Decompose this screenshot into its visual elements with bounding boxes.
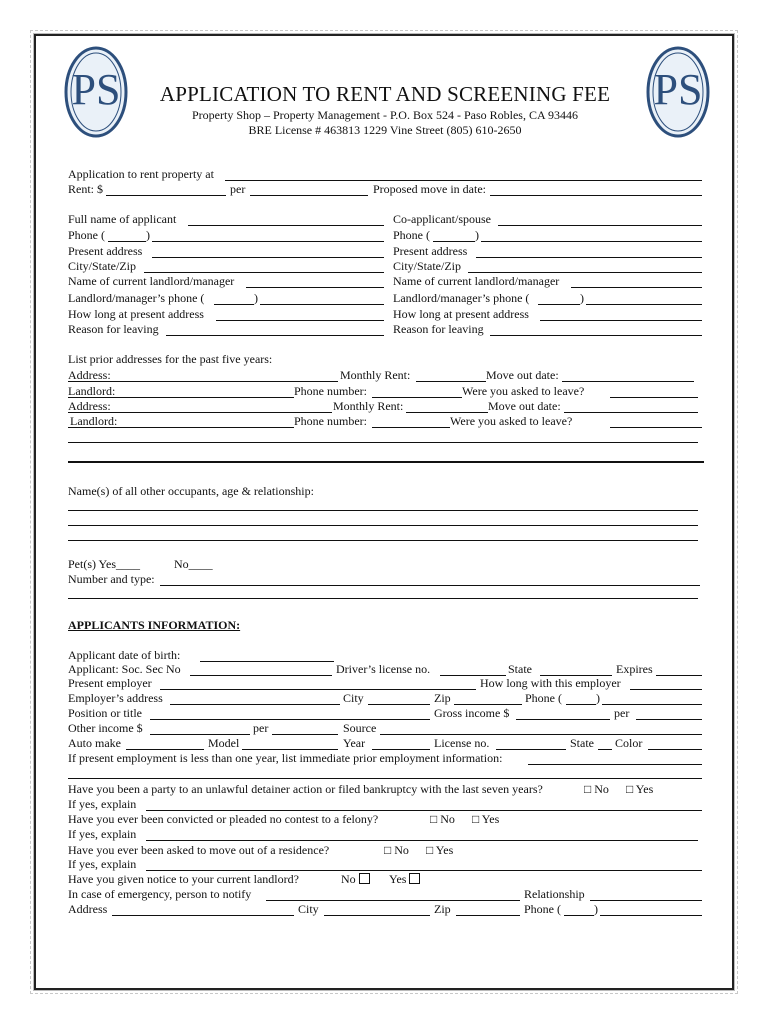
employer-address-label: Employer’s address — [68, 691, 163, 705]
prior-landlord-field-2[interactable] — [68, 427, 294, 428]
auto-state-label: State — [570, 736, 594, 750]
relationship-field[interactable] — [590, 900, 702, 901]
gross-per-label: per — [614, 706, 630, 720]
applicant-landlord-phone-label: Landlord/manager’s phone ( — [68, 291, 205, 305]
coapplicant-area-code-field[interactable] — [433, 241, 475, 242]
source-label: Source — [343, 721, 377, 735]
occupants-line-2[interactable] — [68, 525, 698, 526]
pets-no-label[interactable]: No____ — [174, 557, 213, 571]
other-per-label: per — [253, 721, 269, 735]
applicant-address-label: Present address — [68, 244, 143, 258]
pets-type-label: Number and type: — [68, 572, 155, 586]
model-field[interactable] — [242, 749, 338, 750]
applicants-info-heading: APPLICANTS INFORMATION: — [68, 618, 241, 632]
coapplicant-name-label: Co-applicant/spouse — [393, 212, 491, 226]
coapplicant-reason-label: Reason for leaving — [393, 322, 484, 336]
asked-move-yes-checkbox[interactable]: □ Yes — [426, 843, 454, 857]
prior-move-out-field-1[interactable] — [562, 381, 694, 382]
applicant-landlord-phone-field[interactable] — [260, 304, 384, 305]
applicant-reason-label: Reason for leaving — [68, 322, 159, 336]
employer-zip-field[interactable] — [454, 704, 522, 705]
left-logo — [64, 46, 128, 138]
coapplicant-reason-field[interactable] — [490, 335, 702, 336]
state-label: State — [508, 662, 532, 676]
header-license: BRE License # 463813 1229 Vine Street (805) 610-2650 — [248, 123, 522, 137]
rent-field[interactable] — [106, 195, 226, 196]
employer-zip-label: Zip — [434, 691, 451, 705]
right-logo — [646, 46, 710, 138]
prior-rent-field-2[interactable] — [406, 412, 488, 413]
applicant-how-long-field[interactable] — [216, 320, 384, 321]
coapplicant-landlord-phone-field[interactable] — [586, 304, 702, 305]
emergency-city-label: City — [298, 902, 319, 916]
unlawful-no-checkbox[interactable]: □ No — [584, 782, 609, 796]
how-long-employer-label: How long with this employer — [480, 676, 621, 690]
unlawful-explain-field[interactable] — [146, 810, 702, 811]
employer-city-field[interactable] — [368, 704, 430, 705]
ps-logo-icon — [64, 46, 128, 138]
unlawful-yes-checkbox[interactable]: □ Yes — [626, 782, 654, 796]
ps-logo-icon — [646, 46, 710, 138]
prior-address-label-1: Address: — [68, 368, 111, 382]
applicant-address-field[interactable] — [152, 257, 384, 258]
dob-label: Applicant date of birth: — [68, 648, 181, 662]
prior-address-field-2[interactable] — [68, 412, 332, 413]
emergency-field[interactable] — [266, 900, 520, 901]
auto-make-field[interactable] — [126, 749, 204, 750]
applicant-phone-label: Phone ( — [68, 228, 105, 242]
applicant-csz-field[interactable] — [144, 272, 384, 273]
felony-question: Have you ever been convicted or pleaded no contest to a felony? — [68, 812, 379, 826]
emergency-zip-label: Zip — [434, 902, 451, 916]
emergency-phone-label: Phone ( — [524, 902, 561, 916]
other-income-field[interactable] — [150, 734, 250, 735]
employer-label: Present employer — [68, 676, 152, 690]
emergency-label: In case of emergency, person to notify — [68, 887, 252, 901]
pets-divider — [68, 598, 698, 599]
color-field[interactable] — [648, 749, 702, 750]
coapplicant-how-long-label: How long at present address — [393, 307, 529, 321]
applicant-csz-label: City/State/Zip — [68, 259, 136, 273]
notice-question: Have you given notice to your current landlord? — [68, 872, 299, 886]
other-income-label: Other income $ — [68, 721, 143, 735]
rent-per-field[interactable] — [250, 195, 368, 196]
prior-landlord-field-1[interactable] — [68, 397, 294, 398]
prior-move-out-label-2: Move out date: — [488, 399, 561, 413]
unlawful-question: Have you been a party to an unlawful detainer action or filed bankruptcy with the last seven years? — [68, 782, 543, 796]
emergency-address-label: Address — [68, 902, 108, 916]
expires-label: Expires — [616, 662, 653, 676]
prior-phone-label-1: Phone number: — [294, 384, 367, 398]
prior-rent-field-1[interactable] — [416, 381, 486, 382]
prior-move-out-field-2[interactable] — [564, 412, 698, 413]
coapplicant-landlord-area-field[interactable] — [538, 304, 580, 305]
rent-label: Rent: $ — [68, 182, 103, 196]
applicant-area-code-field[interactable] — [108, 241, 146, 242]
dob-field[interactable] — [200, 661, 334, 662]
employer-area-field[interactable] — [566, 704, 596, 705]
asked-move-explain-field[interactable] — [146, 870, 702, 871]
prior-employment-line-2[interactable] — [68, 778, 702, 779]
employer-address-field[interactable] — [170, 704, 340, 705]
asked-move-no-checkbox[interactable]: □ No — [384, 843, 409, 857]
prior-phone-field-1[interactable] — [372, 397, 462, 398]
ssn-field[interactable] — [190, 675, 332, 676]
header-address: Property Shop – Property Management - P.O. Box 524 - Paso Robles, CA 93446 — [192, 108, 578, 122]
move-in-label: Proposed move in date: — [373, 182, 486, 196]
asked-move-explain-label: If yes, explain — [68, 857, 137, 871]
emergency-area-field[interactable] — [564, 915, 594, 916]
notice-yes-option[interactable] — [389, 872, 420, 886]
checkbox-icon[interactable] — [409, 873, 420, 884]
employer-phone-label: Phone ( — [525, 691, 562, 705]
gross-per-field[interactable] — [636, 719, 702, 720]
rent-per-label: per — [230, 182, 246, 196]
asked-move-question: Have you ever been asked to move out of a residence? — [68, 843, 330, 857]
coapplicant-csz-field[interactable] — [468, 272, 702, 273]
emergency-city-field[interactable] — [324, 915, 430, 916]
coapplicant-landlord-phone-label: Landlord/manager’s phone ( — [393, 291, 530, 305]
emergency-zip-field[interactable] — [456, 915, 520, 916]
notice-no-option[interactable] — [341, 872, 370, 886]
emergency-phone-close: ) — [594, 902, 598, 916]
applicant-how-long-label: How long at present address — [68, 307, 204, 321]
ssn-label: Applicant: Soc. Sec No — [68, 662, 181, 676]
prior-address-label-2: Address: — [68, 399, 111, 413]
applicant-landlord-field[interactable] — [246, 287, 384, 288]
page-title: APPLICATION TO RENT AND SCREENING FEE — [159, 82, 611, 106]
employer-phone-close: ) — [596, 691, 600, 705]
pets-type-field[interactable] — [160, 585, 700, 586]
prior-asked-field-1[interactable] — [610, 397, 698, 398]
notice-yes-label: Yes — [389, 872, 407, 886]
position-field[interactable] — [150, 719, 430, 720]
prior-rent-label-2: Monthly Rent: — [333, 399, 404, 413]
checkbox-icon[interactable] — [359, 873, 370, 884]
logo-text: PS — [71, 65, 121, 114]
property-address-field[interactable] — [225, 180, 702, 181]
prior-asked-label-1: Were you asked to leave? — [462, 384, 585, 398]
relationship-label: Relationship — [524, 887, 585, 901]
unlawful-explain-label: If yes, explain — [68, 797, 137, 811]
prior-extra-line[interactable] — [68, 442, 698, 443]
section-divider — [68, 461, 704, 463]
occupants-label: Name(s) of all other occupants, age & relationship: — [68, 484, 314, 498]
applicant-landlord-phone-close: ) — [254, 291, 258, 305]
emergency-address-field[interactable] — [112, 915, 294, 916]
position-label: Position or title — [68, 706, 143, 720]
prior-heading: List prior addresses for the past five years: — [68, 352, 273, 366]
license-no-label: License no. — [434, 736, 490, 750]
license-label: Driver’s license no. — [336, 662, 431, 676]
applicant-name-label: Full name of applicant — [68, 212, 177, 226]
prior-rent-label-1: Monthly Rent: — [340, 368, 411, 382]
applicant-phone-close: ) — [146, 228, 150, 242]
coapplicant-phone-field[interactable] — [481, 241, 702, 242]
applicant-phone-field[interactable] — [152, 241, 384, 242]
year-label: Year — [343, 736, 366, 750]
prior-employment-label: If present employment is less than one year, list immediate prior employment information: — [68, 751, 503, 765]
applicant-landlord-area-field[interactable] — [214, 304, 254, 305]
color-label: Color — [615, 736, 643, 750]
model-label: Model — [208, 736, 240, 750]
gross-income-field[interactable] — [516, 719, 610, 720]
other-per-field[interactable] — [272, 734, 338, 735]
felony-explain-field[interactable] — [146, 840, 698, 841]
coapplicant-address-field[interactable] — [476, 257, 702, 258]
coapplicant-phone-label: Phone ( — [393, 228, 430, 242]
auto-state-field[interactable] — [598, 749, 612, 750]
coapplicant-landlord-label: Name of current landlord/manager — [393, 274, 560, 288]
source-field[interactable] — [380, 734, 702, 735]
prior-employment-field[interactable] — [528, 764, 702, 765]
prior-asked-label-2: Were you asked to leave? — [450, 414, 573, 428]
coapplicant-how-long-field[interactable] — [540, 320, 702, 321]
applicant-reason-field[interactable] — [166, 335, 384, 336]
auto-make-label: Auto make — [68, 736, 121, 750]
logo-text: PS — [653, 65, 703, 114]
employer-field[interactable] — [160, 689, 476, 690]
how-long-employer-field[interactable] — [630, 689, 702, 690]
expires-field[interactable] — [656, 675, 702, 676]
prior-phone-label-2: Phone number: — [294, 414, 367, 428]
license-no-field[interactable] — [496, 749, 566, 750]
prior-move-out-label-1: Move out date: — [486, 368, 559, 382]
applicant-landlord-label: Name of current landlord/manager — [68, 274, 235, 288]
emergency-phone-field[interactable] — [600, 915, 702, 916]
gross-income-label: Gross income $ — [434, 706, 510, 720]
felony-yes-checkbox[interactable]: □ Yes — [472, 812, 500, 826]
coapplicant-landlord-phone-close: ) — [580, 291, 584, 305]
felony-explain-label: If yes, explain — [68, 827, 137, 841]
prior-phone-field-2[interactable] — [372, 427, 450, 428]
property-address-label: Application to rent property at — [68, 167, 214, 181]
coapplicant-csz-label: City/State/Zip — [393, 259, 461, 273]
notice-no-label: No — [341, 872, 356, 886]
coapplicant-name-field[interactable] — [498, 225, 702, 226]
felony-no-checkbox[interactable]: □ No — [430, 812, 455, 826]
coapplicant-address-label: Present address — [393, 244, 468, 258]
prior-landlord-label-1: Landlord: — [68, 384, 116, 398]
applicant-name-field[interactable] — [188, 225, 384, 226]
prior-address-field-1[interactable] — [68, 381, 338, 382]
employer-city-label: City — [343, 691, 364, 705]
coapplicant-phone-close: ) — [475, 228, 479, 242]
occupants-line-3[interactable] — [68, 540, 698, 541]
occupants-line-1[interactable] — [68, 510, 698, 511]
move-in-field[interactable] — [490, 195, 702, 196]
year-field[interactable] — [372, 749, 430, 750]
coapplicant-landlord-field[interactable] — [571, 287, 702, 288]
prior-asked-field-2[interactable] — [610, 427, 702, 428]
employer-phone-field[interactable] — [602, 704, 702, 705]
pets-yes-label[interactable]: Pet(s) Yes____ — [68, 557, 141, 571]
prior-landlord-label-2: Landlord: — [70, 414, 118, 428]
